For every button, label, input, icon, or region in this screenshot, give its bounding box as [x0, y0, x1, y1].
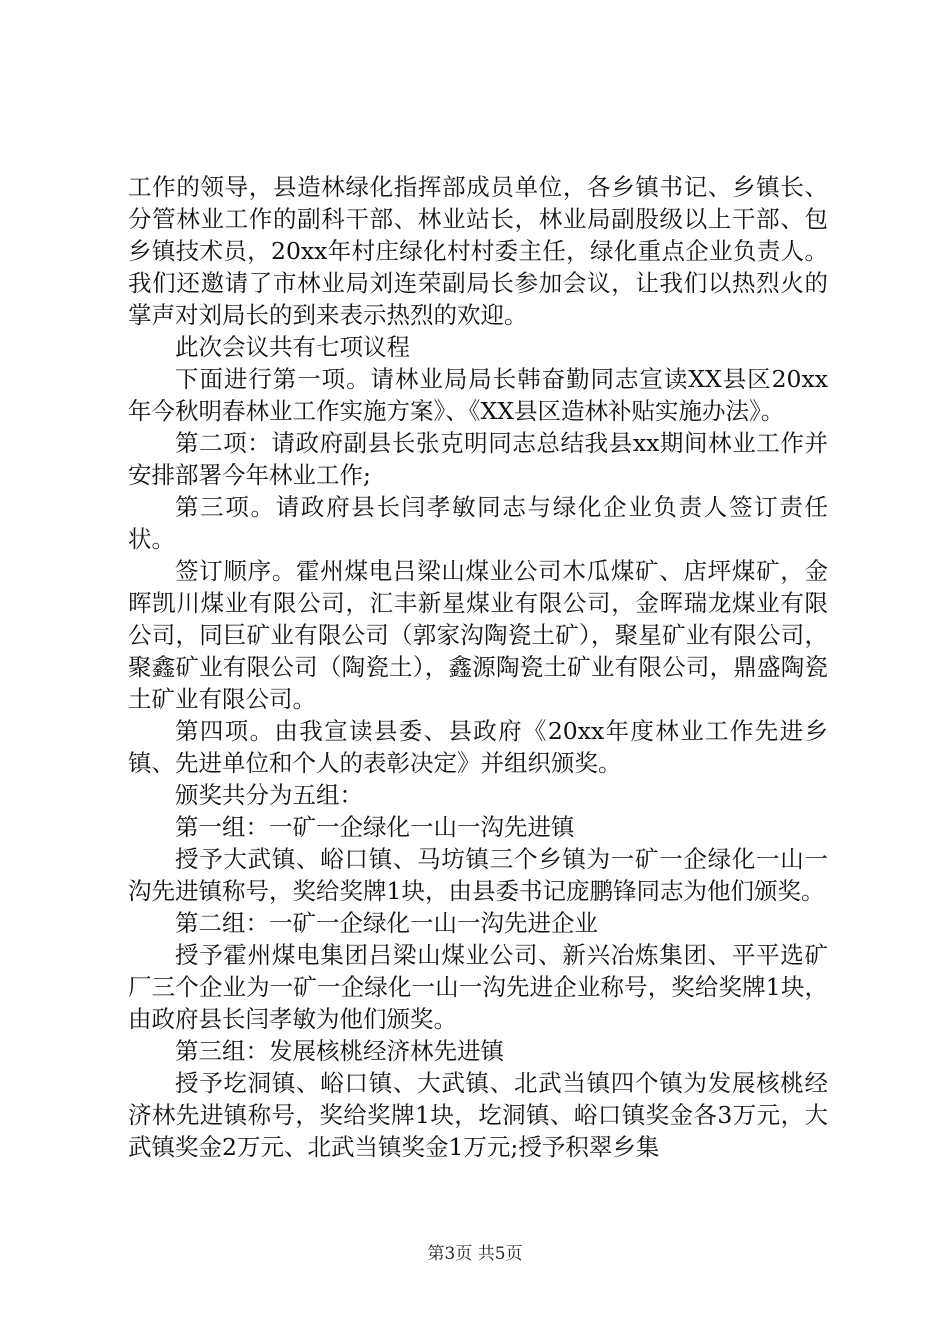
paragraph: 第二项：请政府副县长张克明同志总结我县xx期间林业工作并安排部署今年林业工作; [128, 429, 828, 489]
paragraph: 工作的领导，县造林绿化指挥部成员单位，各乡镇书记、乡镇长、分管林业工作的副科干部、林业站长，林业局副股级以上干部、包乡镇技术员，20xx年村庄绿化村村委主任，绿化重点企业负责人。我们还邀请了市林业局刘连荣副局长参加会议，让我们以热烈火的掌声对刘局长的到来表示热烈的欢迎。 [128, 173, 828, 329]
paragraph: 签订顺序。霍州煤电吕梁山煤业公司木瓜煤矿、店坪煤矿，金晖凯川煤业有限公司，汇丰新星煤业有限公司，金晖瑞龙煤业有限公司，同巨矿业有限公司（郭家沟陶瓷土矿），聚星矿业有限公司，聚鑫矿业有限公司（陶瓷土），鑫源陶瓷土矿业有限公司，鼎盛陶瓷土矿业有限公司。 [128, 557, 828, 713]
paragraph: 下面进行第一项。请林业局局长韩奋勤同志宣读XX县区20xx年今秋明春林业工作实施方案》、《XX县区造林补贴实施办法》。 [128, 365, 828, 425]
paragraph: 授予霍州煤电集团吕梁山煤业公司、新兴冶炼集团、平平选矿厂三个企业为一矿一企绿化一山一沟先进企业称号，奖给奖牌1块，由政府县长闫孝敏为他们颁奖。 [128, 941, 828, 1033]
paragraph: 授予大武镇、峪口镇、马坊镇三个乡镇为一矿一企绿化一山一沟先进镇称号，奖给奖牌1块，由县委书记庞鹏锋同志为他们颁奖。 [128, 845, 828, 905]
paragraph: 授予圪洞镇、峪口镇、大武镇、北武当镇四个镇为发展核桃经济林先进镇称号，奖给奖牌1块，圪洞镇、峪口镇奖金各3万元，大武镇奖金2万元、北武当镇奖金1万元;授予积翠乡集 [128, 1069, 828, 1161]
paragraph: 此次会议共有七项议程 [175, 333, 410, 361]
paragraph: 第四项。由我宣读县委、县政府《20xx年度林业工作先进乡镇、先进单位和个人的表彰决定》并组织颁奖。 [128, 717, 828, 777]
page-number-footer: 第3页 共5页 [427, 1244, 523, 1264]
body-text [128, 171, 828, 1163]
paragraph: 颁奖共分为五组： [175, 781, 363, 809]
section-heading: 第三组：发展核桃经济林先进镇 [175, 1037, 504, 1065]
paragraph: 第三项。请政府县长闫孝敏同志与绿化企业负责人签订责任状。 [128, 493, 828, 553]
section-heading: 第二组：一矿一企绿化一山一沟先进企业 [175, 909, 598, 937]
section-heading: 第一组：一矿一企绿化一山一沟先进镇 [175, 813, 575, 841]
